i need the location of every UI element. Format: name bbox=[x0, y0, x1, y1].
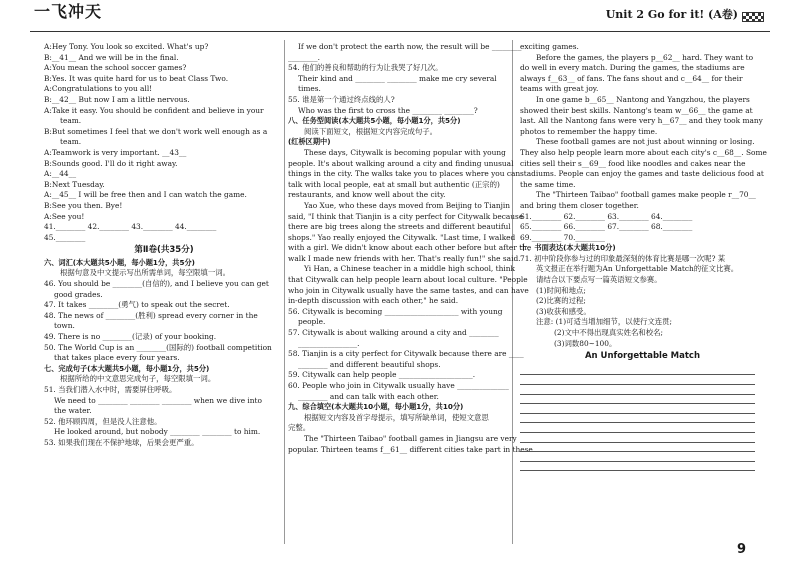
col2-line: restaurants, and know well about the city. bbox=[288, 190, 446, 200]
col2-line: Their kind and ________ ________ make me cry several bbox=[298, 73, 497, 83]
col1-line: A:Congratulations to you all! bbox=[44, 84, 153, 94]
col3-line: (1)时间和地点; bbox=[536, 285, 586, 295]
col1-line: B:__42__ But now I am a little nervous. bbox=[44, 94, 190, 104]
col2-line: ________ and can talk with each other. bbox=[298, 391, 439, 401]
col2-line: people. bbox=[298, 317, 326, 327]
col2-line: people. It's about walking around a city and finding unusual bbox=[288, 158, 514, 168]
col2-line: 九、综合填空(本大题共10小题，每小题1分，共10分) bbox=[288, 402, 464, 412]
col3-line: In one game b__65__ Nantong and Yangzhou, the players bbox=[536, 94, 750, 104]
column-divider-1 bbox=[284, 40, 285, 544]
col1-line: B:Next Tuesday. bbox=[44, 179, 105, 189]
writing-line[interactable] bbox=[520, 433, 755, 443]
col2-line: ________ and different beautiful shops. bbox=[298, 359, 441, 369]
col2-line: talk with local people, eat at small but authentic (正宗的) bbox=[288, 179, 500, 189]
col3-line: The "Thirteen Taibao" football games make people r__70__ bbox=[536, 190, 756, 200]
writing-line[interactable] bbox=[520, 366, 755, 376]
col3-line: (2)比赛的过程; bbox=[536, 296, 586, 306]
col1-line: 六、词汇(本大题共5小题，每小题1分，共5分) bbox=[44, 257, 195, 267]
writing-line[interactable] bbox=[520, 443, 755, 453]
col2-line: These days, Citywalk is becoming popular with young bbox=[304, 147, 506, 157]
left-column bbox=[44, 42, 284, 449]
col2-line: 59. Citywalk can help people ____________________. bbox=[288, 370, 476, 380]
col2-line: The "Thirteen Taibao" football games in Jiangsu are very bbox=[304, 433, 517, 443]
col3-line: 十、书面表达(本大题共10分) bbox=[520, 243, 616, 253]
col1-line: A:Hey Tony. You look so excited. What's up? bbox=[44, 42, 209, 51]
col3-line: the same time. bbox=[520, 179, 576, 189]
col1-line: A:Teamwork is very important. __43__ bbox=[44, 147, 187, 157]
writing-line[interactable] bbox=[520, 414, 755, 424]
page-header bbox=[0, 0, 800, 34]
col1-line: 53. 如果我们现在不保护地球，后果会更严重。 bbox=[44, 437, 199, 447]
col1-line: 47. It takes ________(勇气) to speak out the secret. bbox=[44, 300, 230, 310]
col1-line: A:You mean the school soccer games? bbox=[44, 63, 187, 73]
col3-line: An Unforgettable Match bbox=[584, 351, 701, 362]
col1-line: B:Sounds good. I'll do it right away. bbox=[44, 158, 178, 168]
col2-line: 57. Citywalk is about walking around a city and ________ bbox=[288, 328, 499, 338]
col3-line: (3)收获和感受。 bbox=[536, 306, 591, 316]
writing-area[interactable] bbox=[520, 366, 765, 472]
col2-line: in-depth discussion with each other," he said. bbox=[288, 296, 459, 306]
col2-line: 完整。 bbox=[288, 423, 311, 433]
col1-line: A:Take it easy. You should be confident and believe in your bbox=[44, 105, 264, 115]
col1-line: the water. bbox=[54, 406, 92, 416]
checker-decoration bbox=[742, 12, 764, 22]
col1-line: B:__41__ And we will be in the final. bbox=[44, 52, 179, 62]
col1-line: that takes place every four years. bbox=[54, 353, 180, 363]
col1-line: 41.________ 42.________ 43.________ 44.________ bbox=[44, 222, 217, 232]
col2-line: shops." Yao really enjoyed the Citywalk. "Last time, I walked bbox=[288, 232, 516, 242]
col2-line: 54. 他们的善良和帮助的行为让我哭了好几次。 bbox=[288, 63, 443, 73]
col3-line: 71. 初中阶段你参与过的印象最深刻的体育比赛是哪一次呢? 某 bbox=[520, 253, 726, 263]
col1-line: 52. 他环顾四周，但是没人注意他。 bbox=[44, 416, 162, 426]
col1-line: 48. The news of ________(胜利) spread every corner in the bbox=[44, 310, 258, 320]
col3-line: 英文报正在举行题为An Unforgettable Match的征文比赛。 bbox=[536, 264, 739, 274]
col2-line: 58. Tianjin is a city perfect for Citywalk because there are ____ bbox=[288, 349, 524, 359]
col3-line: (3)词数80~100。 bbox=[554, 338, 617, 348]
col1-line: 50. The World Cup is an ________(国际的) football competition bbox=[44, 342, 272, 352]
col3-line: They also help people learn more about each city's c__68__. Some bbox=[520, 147, 767, 157]
col1-line: 七、完成句子(本大题共5小题，每小题1分，共5分) bbox=[44, 363, 210, 373]
writing-line[interactable] bbox=[520, 404, 755, 414]
col1-line: 51. 当我们潜入水中时，需要屏住呼吸。 bbox=[44, 385, 177, 394]
col3-line: showed their best skills. Nantong's team w__66__ the game at bbox=[520, 105, 753, 115]
col2-line: that Citywalk can help people learn about local culture. "People bbox=[288, 275, 528, 285]
middle-column bbox=[288, 42, 533, 455]
col1-line: town. bbox=[54, 321, 75, 331]
col1-line: A:See you! bbox=[44, 211, 85, 221]
col3-line: cities sell their s__69__ food like noodles and cakes near the bbox=[520, 158, 746, 168]
col1-line: 49. There is no ________(记录) of your booking. bbox=[44, 332, 217, 342]
col1-line: 46. You should be ________(自信的), and I believe you can get bbox=[44, 279, 269, 289]
col3-line: Before the games, the players p__62__ hard. They want to bbox=[536, 52, 754, 62]
col1-line: good grades. bbox=[54, 289, 103, 299]
right-column bbox=[520, 42, 765, 471]
col3-line: (2)文中不得出现真实姓名和校名; bbox=[554, 328, 664, 338]
col1-line: 根据所给的中文意思完成句子，每空限填一词。 bbox=[60, 374, 216, 384]
unit-title: Unit 2 Go for it! (A卷) bbox=[605, 8, 738, 21]
col3-line: 注意: (1)可适当增加细节，以使行文连贯; bbox=[536, 317, 673, 327]
col2-line: (红桥区期中) bbox=[288, 137, 331, 147]
col3-line: and bring them closer together. bbox=[520, 200, 639, 210]
col3-line: 69.________ 70.________ bbox=[520, 232, 605, 242]
col3-line: These football games are not just about winning or losing. bbox=[536, 137, 755, 147]
col1-line: B:See you then. Bye! bbox=[44, 200, 123, 210]
col1-line: We need to ________ ________ ________ when we dive into bbox=[54, 395, 262, 405]
page-number: 9 bbox=[736, 542, 746, 558]
col2-line: Yi Han, a Chinese teacher in a middle high school, think bbox=[304, 264, 515, 274]
col3-line: 65.________ 66.________ 67.________ 68.________ bbox=[520, 222, 693, 232]
col3-line: 61.________ 62.________ 63.________ 64.________ bbox=[520, 211, 693, 221]
col1-line: team. bbox=[60, 137, 82, 147]
col1-line: A:__44__ bbox=[44, 169, 77, 179]
col2-line: who join in Citywalk usually have the same tastes, and can have bbox=[288, 285, 529, 295]
col3-line: 请结合以下要点写一篇英语短文参赛。 bbox=[536, 275, 662, 285]
col2-line: things in the city. The walks take you to places where you can bbox=[288, 169, 521, 179]
col2-line: Yao Xue, who these days moved from Beijing to Tianjin bbox=[304, 200, 511, 210]
col2-line: 55. 谁是第一个通过终点线的人? bbox=[288, 94, 395, 104]
writing-line[interactable] bbox=[520, 462, 755, 472]
col2-line: walk I made new friends with her. That's really fun!" she said. bbox=[288, 253, 521, 263]
col1-line: B:But sometimes I feel that we don't work well enough as a bbox=[44, 126, 268, 136]
col2-line: 56. Citywalk is becoming ____________________ with young bbox=[288, 306, 503, 316]
col3-line: exciting games. bbox=[520, 42, 579, 51]
writing-line[interactable] bbox=[520, 375, 755, 385]
col2-line: there are big trees along the streets and different beautiful bbox=[288, 222, 511, 232]
col1-line: 第Ⅱ卷(共35分) bbox=[134, 245, 194, 256]
col2-line: popular. Thirteen teams f__61__ different cities take part in these bbox=[288, 444, 533, 454]
col2-line: 阅读下面短文，根据短文内容完成句子。 bbox=[304, 126, 438, 136]
col3-line: teams with great joy. bbox=[520, 84, 599, 94]
header-rule bbox=[30, 31, 770, 32]
col2-line: Who was the first to cross the ________ ________? bbox=[298, 105, 478, 115]
col1-line: 45.________ bbox=[44, 232, 86, 242]
col2-line: said, "I think that Tianjin is a city perfect for Citywalk because bbox=[288, 211, 524, 221]
col3-line: always f__63__ of fans. The fans shout and c__64__ for their bbox=[520, 73, 743, 83]
col2-line: ________________. bbox=[298, 338, 360, 348]
writing-line[interactable] bbox=[520, 452, 755, 462]
col1-line: team. bbox=[60, 116, 82, 126]
col3-line: last. All the Nantong fans were very h__67__ and they took many bbox=[520, 116, 763, 126]
col1-line: 根据句意及中文提示写出所需单词，每空限填一词。 bbox=[60, 268, 230, 278]
col2-line: 八、任务型阅读(本大题共5小题，每小题1分，共5分) bbox=[288, 116, 461, 126]
col3-line: stadiums. People can enjoy the games and taste delicious food at bbox=[520, 169, 764, 179]
col1-line: B:Yes. It was quite hard for us to beat Class Two. bbox=[44, 73, 229, 83]
col2-line: with a girl. We didn't know about each other before but after the bbox=[288, 243, 532, 253]
col2-line: 60. People who join in Citywalk usually have ______________ bbox=[288, 381, 509, 390]
col2-line: times. bbox=[298, 84, 321, 94]
col3-line: do well in every match. During the games, the stadiums are bbox=[520, 63, 745, 73]
col2-line: ________. bbox=[288, 52, 320, 62]
col3-line: photos to remember the happy time. bbox=[520, 126, 658, 136]
col1-line: He looked around, but nobody ________ ________ to him. bbox=[54, 427, 261, 437]
writing-line[interactable] bbox=[520, 423, 755, 433]
col2-line: If we don't protect the earth now, the result will be ________ bbox=[298, 42, 522, 51]
col2-line: 根据短文内容及首字母提示，填写所缺单词，使短文意思 bbox=[304, 412, 489, 422]
col1-line: A:__45__ I will be free then and I can watch the game. bbox=[44, 190, 247, 200]
writing-line[interactable] bbox=[520, 395, 755, 405]
brand-logo: 一飞冲天 bbox=[34, 2, 103, 21]
writing-line[interactable] bbox=[520, 385, 755, 395]
